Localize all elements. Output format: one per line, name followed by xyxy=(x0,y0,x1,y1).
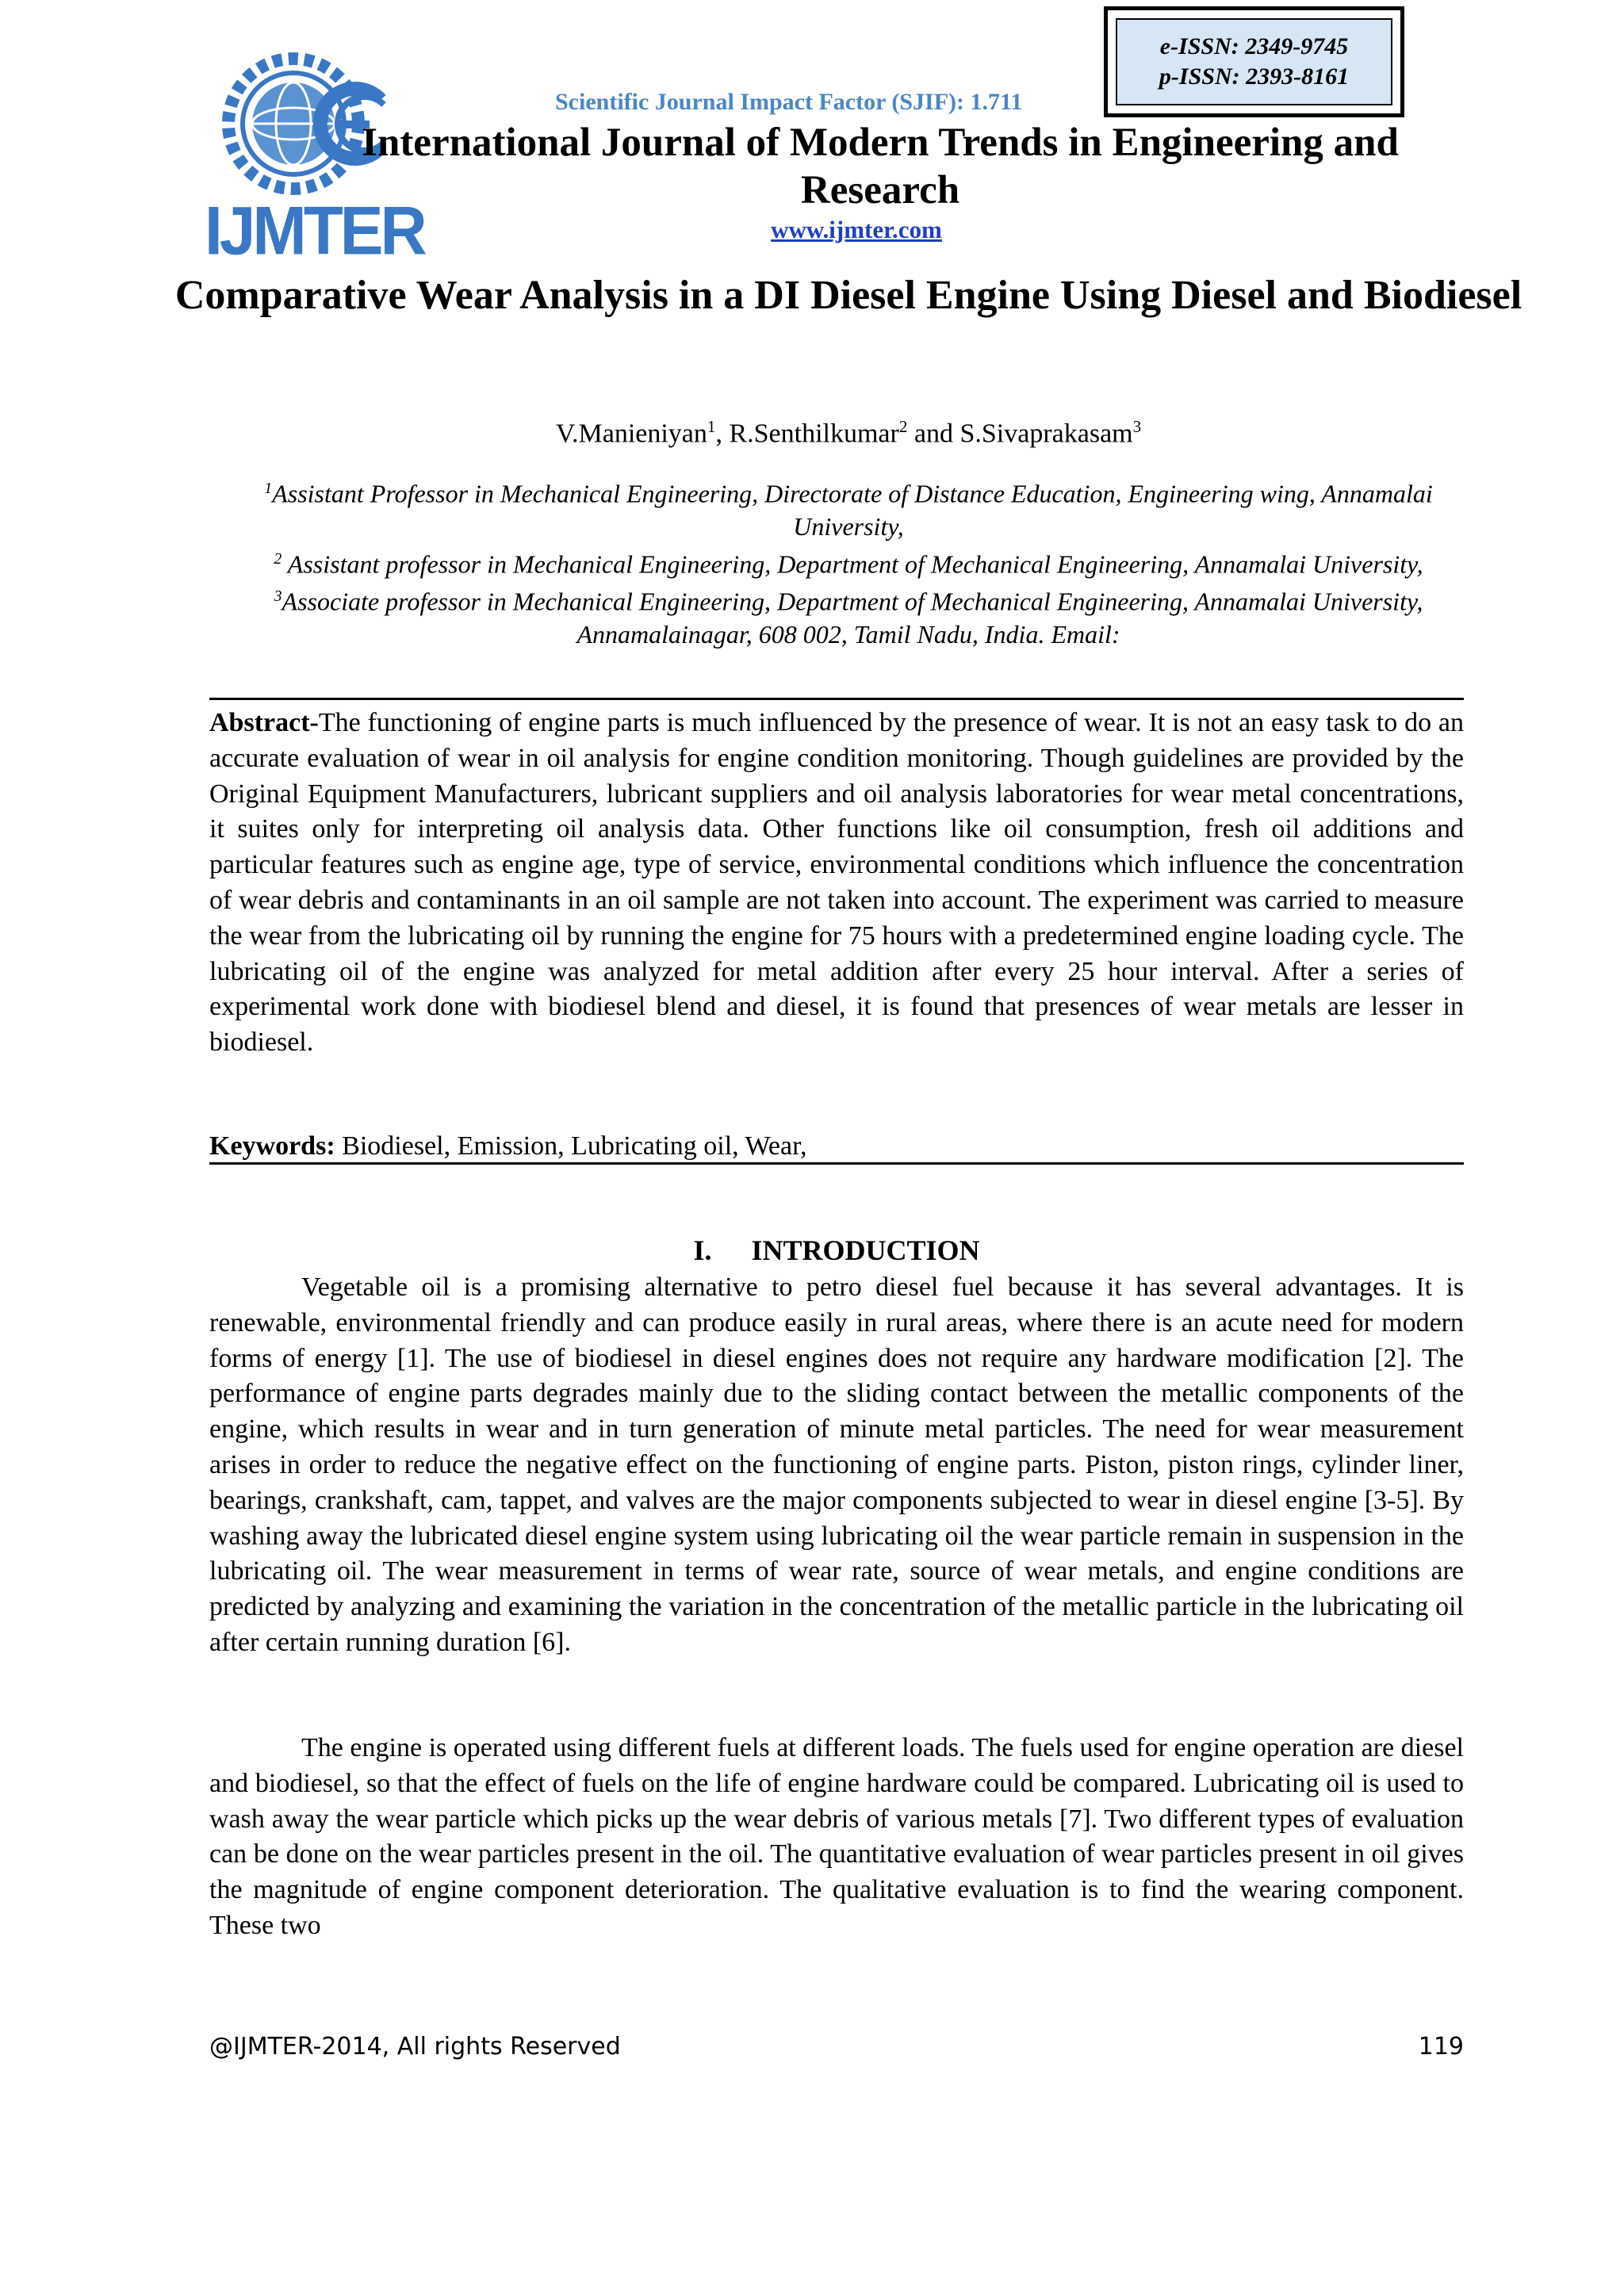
author-separator: , xyxy=(715,419,730,449)
issn-box-inner xyxy=(1116,18,1392,105)
paper-title: Comparative Wear Analysis in a DI Diesel Engine Using Diesel and Biodiesel xyxy=(174,273,1522,318)
author-sup: 3 xyxy=(1132,417,1142,436)
footer-page-number: 119 xyxy=(1418,2033,1464,2061)
author-name: V.Manieniyan xyxy=(555,419,707,449)
eissn: e-ISSN: 2349-9745 xyxy=(1159,33,1349,59)
affiliation-sup: 3 xyxy=(274,587,282,606)
author-sup: 1 xyxy=(707,417,716,436)
section-title: INTRODUCTION xyxy=(751,1234,980,1266)
pissn: p-ISSN: 2393-8161 xyxy=(1159,63,1350,90)
author-list xyxy=(174,417,1522,449)
intro-paragraph-1: Vegetable oil is a promising alternative to petro diesel fuel because it has several advantages. It is renewable, environmental friendly and can produce easily in rural areas, where there is an acute need for modern forms of energy [1]. The use of biodiesel in diesel engines does not require any hardware modification [2]. The performance of engine parts degrades mainly due to the sliding contact between the metallic components of the engine, which results in wear and in turn generation of minute metal particles. The need for wear measurement arises in order to reduce the negative effect on the functioning of engine parts. Piston, piston rings, cylinder liner, bearings, crankshaft, cam, tappet, and valves are the major components subjected to wear in diesel engine [3-5]. By washing away the lubricated diesel engine system using lubricating oil the wear particle remain in suspension in the lubricating oil. The wear measurement in terms of wear rate, source of wear metals, and engine conditions are predicted by analyzing and examining the variation in the concentration of the metallic particle in the lubricating oil after certain running duration [6]. xyxy=(209,1272,1464,1657)
author-name: S.Sivaprakasam xyxy=(959,419,1133,449)
footer-copyright: @IJMTER-2014, All rights Reserved xyxy=(209,2033,621,2061)
keywords xyxy=(209,1129,1464,1165)
author-separator: and xyxy=(907,419,960,449)
affiliation-text: Associate professor in Mechanical Engineering, Department of Mechanical Engineering, Annamalai University, Annamalainagar, 608 002, Tamil Nadu, India. Email: xyxy=(282,587,1423,649)
affiliation-item xyxy=(222,473,1475,543)
sjif-line: Scientific Journal Impact Factor (SJIF): 1.711 xyxy=(555,89,1023,115)
affiliation-text: Assistant Professor in Mechanical Engineering, Directorate of Distance Education, Engineering wing, Annamalai University, xyxy=(272,479,1433,541)
keywords-label: Keywords: xyxy=(209,1131,335,1161)
intro-paragraph-2: The engine is operated using different fuels at different loads. The fuels used for engine operation are diesel and biodiesel, so that the effect of fuels on the life of engine hardware could be compared. Lubricating oil is used to wash away the wear particle which picks up the wear debris of various metals [7]. Two different types of evaluation can be done on the wear particles present in the oil. The quantitative evaluation of wear particles present in oil gives the magnitude of engine component deterioration. The qualitative evaluation is to find the wearing component. These two xyxy=(209,1733,1464,1940)
affiliation-sup: 1 xyxy=(264,480,273,497)
affiliation-item xyxy=(222,580,1475,651)
keywords-text: Biodiesel, Emission, Lubricating oil, Wear, xyxy=(335,1131,807,1161)
journal-url-link[interactable]: www.ijmter.com xyxy=(771,216,942,243)
journal-title: International Journal of Modern Trends in Engineering and Research xyxy=(362,121,1399,212)
affiliation-item xyxy=(222,543,1475,581)
affiliation-text: Assistant professor in Mechanical Engineering, Department of Mechanical Engineering, Annamalai University, xyxy=(282,549,1423,579)
abstract-text: The functioning of engine parts is much influenced by the presence of wear. It is not an easy task to do an accurate evaluation of wear in oil analysis for engine condition monitoring. Though guidelines are provided by the Original Equipment Manufacturers, lubricant suppliers and oil analysis laboratories for wear metal concentrations, it suites only for interpreting oil analysis data. Other functions like oil consumption, fresh oil additions and particular features such as engine age, type of service, environmental conditions which influence the concentration of wear debris and contaminants in an oil sample are not taken into account. The experiment was carried to measure the wear from the lubricating oil by running the engine for 75 hours with a predetermined engine loading cycle. The lubricating oil of the engine was analyzed for metal addition after every 25 hour interval. After a series of experimental work done with biodiesel blend and diesel, it is found that presences of wear metals are lesser in biodiesel. xyxy=(209,708,1464,1058)
abstract-label: Abstract- xyxy=(209,708,319,737)
affiliations xyxy=(222,473,1475,651)
affiliation-sup: 2 xyxy=(274,549,282,568)
issn-box xyxy=(1104,6,1404,117)
section-number: I. xyxy=(693,1234,712,1266)
section-heading xyxy=(209,1234,1464,1267)
author-name: R.Senthilkumar xyxy=(729,419,899,449)
abstract xyxy=(209,706,1464,1061)
divider-top xyxy=(209,698,1464,700)
logo-text: IJMTER xyxy=(205,193,424,270)
divider-bottom xyxy=(209,1162,1464,1165)
author-sup: 2 xyxy=(898,417,908,436)
